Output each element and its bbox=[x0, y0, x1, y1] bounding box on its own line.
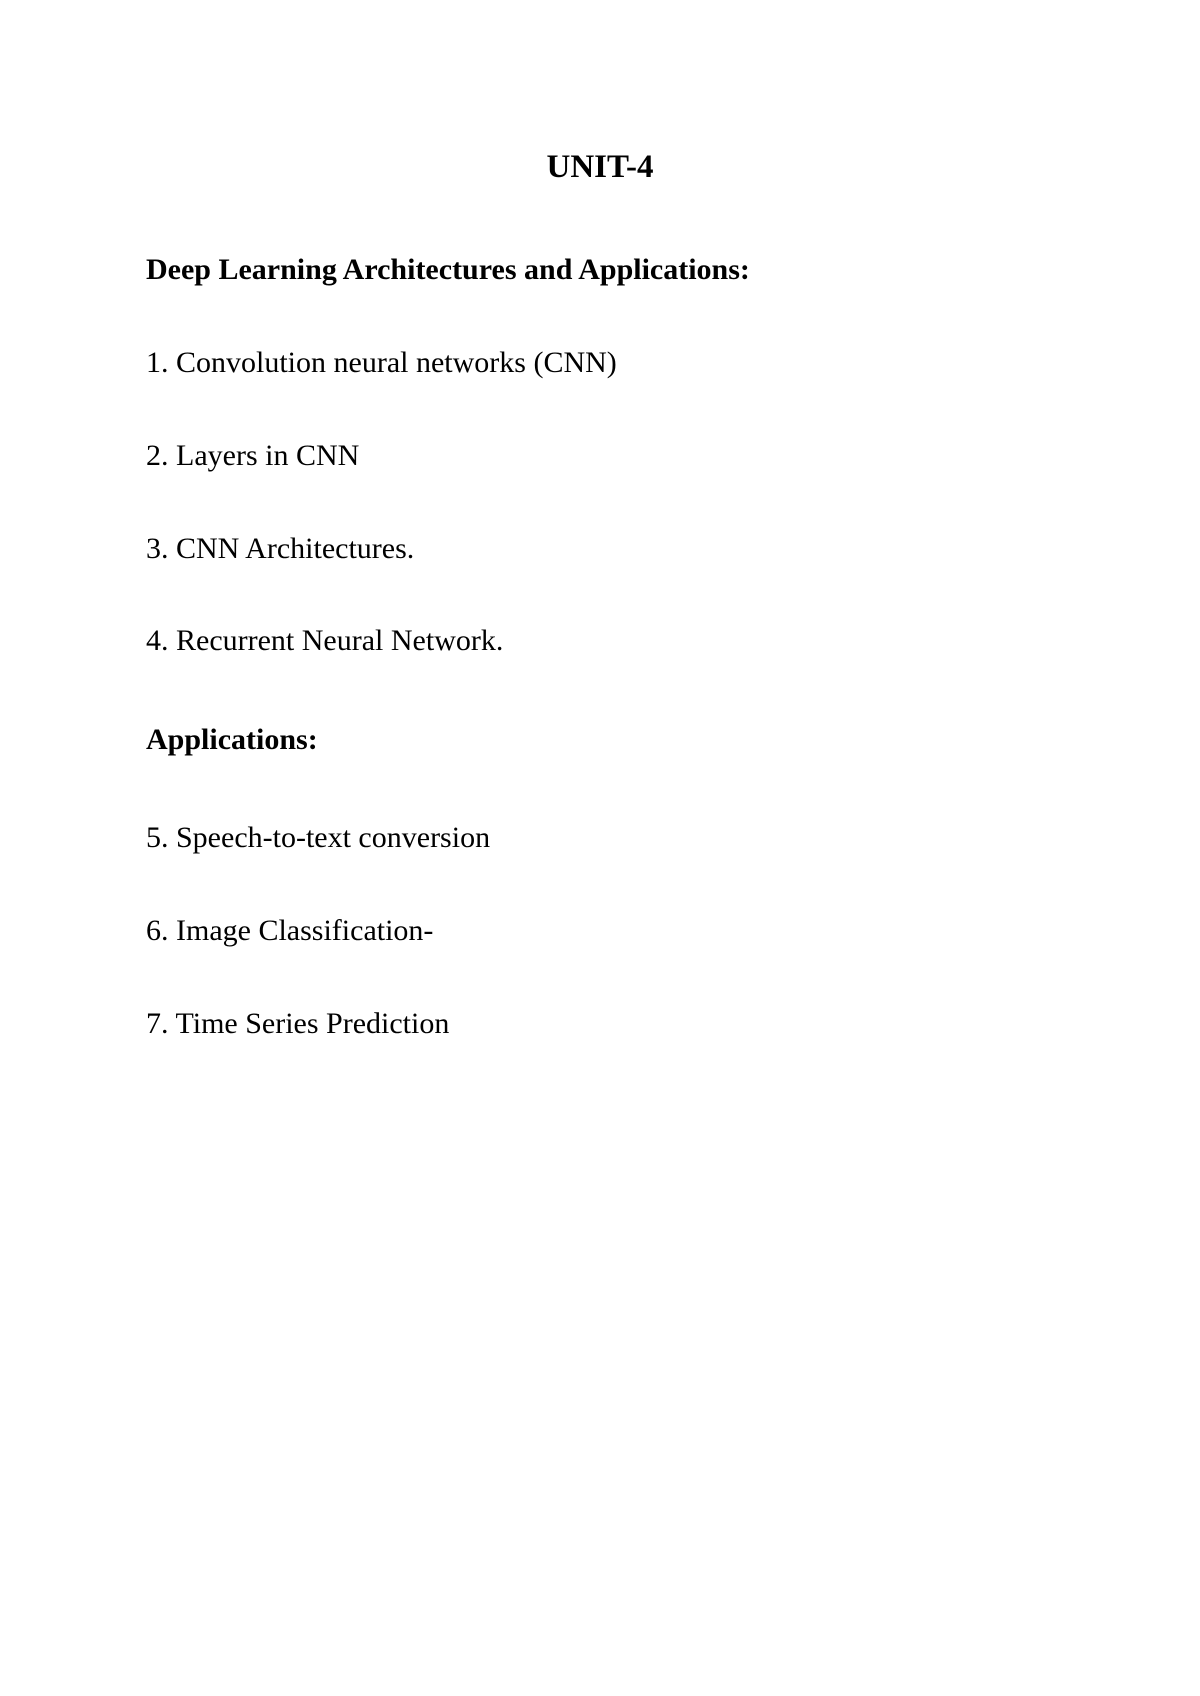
section-heading: Deep Learning Architectures and Applications: bbox=[146, 253, 750, 286]
list-item: 6. Image Classification- bbox=[146, 914, 434, 947]
list-item: 7. Time Series Prediction bbox=[146, 1007, 450, 1040]
list-item: 2. Layers in CNN bbox=[146, 439, 360, 472]
list-item: 4. Recurrent Neural Network. bbox=[146, 624, 504, 657]
applications-heading: Applications: bbox=[146, 723, 318, 756]
list-item: 1. Convolution neural networks (CNN) bbox=[146, 346, 617, 379]
list-item: 5. Speech-to-text conversion bbox=[146, 821, 491, 854]
unit-title: UNIT-4 bbox=[546, 149, 654, 185]
list-item: 3. CNN Architectures. bbox=[146, 532, 415, 565]
